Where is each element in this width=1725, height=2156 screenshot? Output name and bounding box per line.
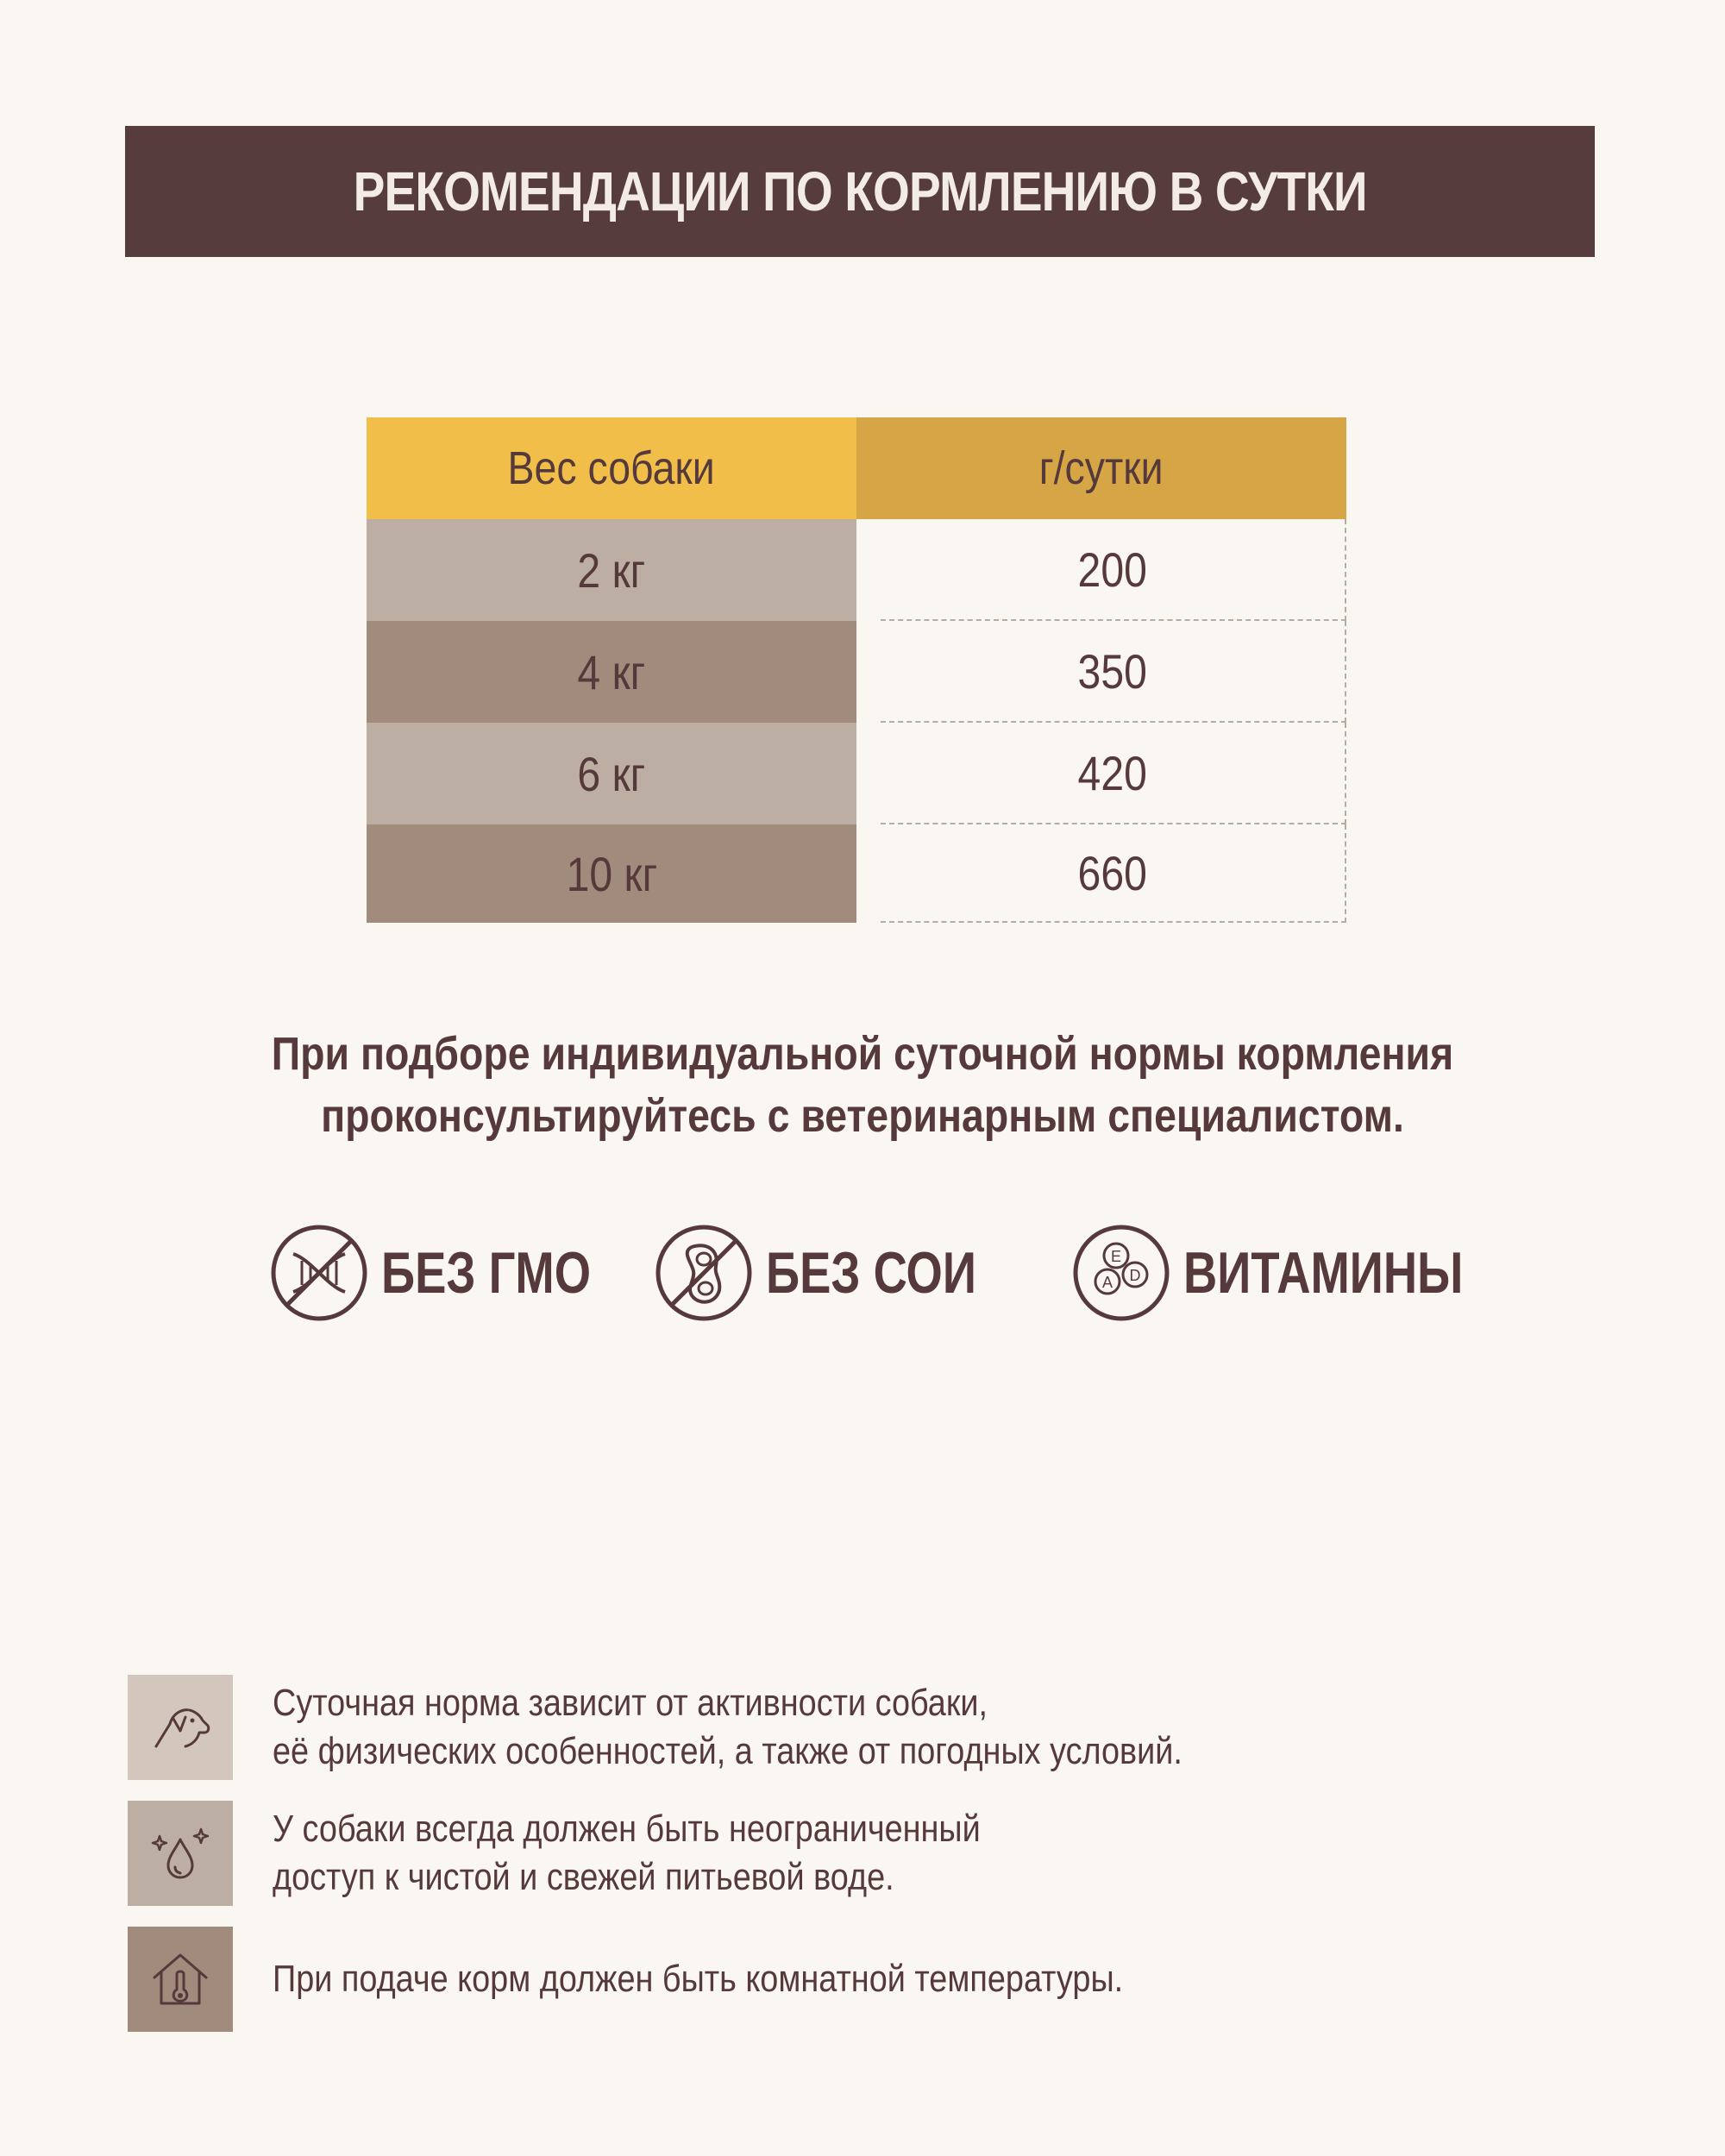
tip-icon-box	[128, 1801, 233, 1906]
dog-head-icon	[144, 1691, 216, 1764]
tip-icon-box	[128, 1927, 233, 2032]
svg-text:A: A	[1101, 1274, 1113, 1291]
badge-label: БЕЗ ГМО	[381, 1240, 592, 1306]
table-header-row	[367, 417, 1346, 519]
weight-cell: 2 кг	[367, 519, 856, 621]
no-soy-icon	[654, 1223, 754, 1323]
title-banner	[125, 126, 1595, 257]
table-row	[367, 519, 1346, 621]
water-drop-icon	[144, 1817, 216, 1890]
grams-cell: 350	[881, 621, 1346, 723]
feeding-table	[367, 417, 1346, 923]
page-title: РЕКОМЕНДАЦИИ ПО КОРМЛЕНИЮ В СУТКИ	[353, 160, 1367, 222]
tip-text: У собаки всегда должен быть неограниченный доступ к чистой и свежей питьевой воде.	[273, 1808, 981, 1898]
grams-cell: 660	[881, 824, 1346, 923]
table-row	[367, 621, 1346, 723]
tip-text: При подаче корм должен быть комнатной температуры.	[273, 1958, 1124, 2000]
feature-badges	[0, 1223, 1725, 1326]
vet-consult-note: При подборе индивидуальной суточной нормы кормления проконсультируйтесь с ветеринарным специалистом.	[271, 1028, 1454, 1142]
badge-vitamins	[1071, 1223, 1534, 1323]
grams-cell: 420	[881, 723, 1346, 824]
vitamins-icon	[1071, 1223, 1171, 1323]
house-thermometer-icon	[144, 1943, 216, 2015]
tip-icon-box	[128, 1675, 233, 1780]
weight-cell: 6 кг	[367, 723, 856, 824]
tip-item	[128, 1927, 1680, 2032]
svg-text:E: E	[1110, 1248, 1122, 1265]
table-row	[367, 723, 1346, 824]
badge-no-soy	[654, 1223, 1029, 1323]
badge-label: БЕЗ СОИ	[766, 1240, 976, 1306]
no-gmo-dna-icon	[269, 1223, 369, 1323]
column-header-weight: Вес собаки	[367, 417, 856, 519]
badge-label: ВИТАМИНЫ	[1183, 1240, 1464, 1306]
svg-text:D: D	[1129, 1267, 1141, 1284]
tip-text: Суточная норма зависит от активности собаки, её физических особенностей, а также от погодных условий.	[273, 1682, 1182, 1772]
column-header-grams: г/сутки	[856, 417, 1346, 519]
grams-cell: 200	[881, 519, 1346, 621]
tip-item	[128, 1675, 1680, 1780]
weight-cell: 10 кг	[367, 824, 856, 923]
badge-no-gmo	[269, 1223, 643, 1323]
weight-cell: 4 кг	[367, 621, 856, 723]
feeding-tips	[128, 1675, 1680, 2053]
table-row	[367, 824, 1346, 923]
tip-item	[128, 1801, 1680, 1906]
